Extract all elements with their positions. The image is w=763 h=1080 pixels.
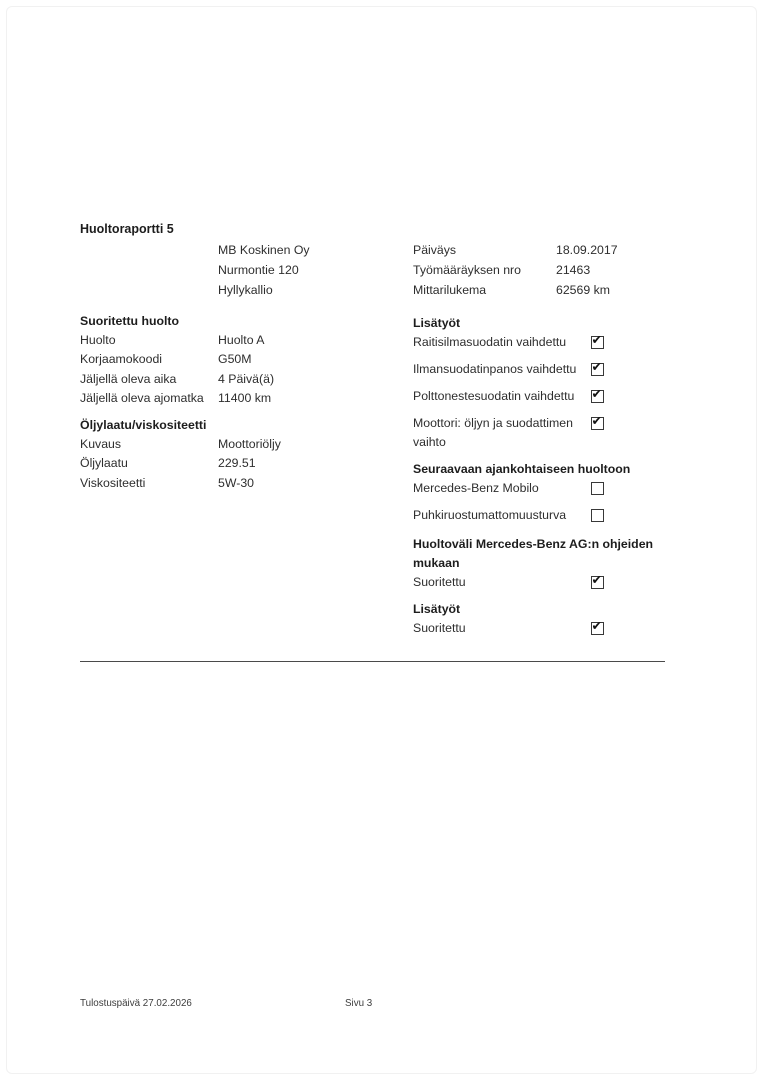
field-row: [80, 350, 410, 369]
field-value: 62569 km: [556, 283, 611, 297]
checkbox-label: Mercedes-Benz Mobilo: [413, 481, 539, 495]
checkbox[interactable]: [591, 358, 604, 376]
workshop-name: MB Koskinen Oy: [218, 243, 310, 257]
checkbox-row: [413, 479, 663, 498]
field-label: Kuvaus: [80, 437, 122, 451]
field-label: Öljylaatu: [80, 456, 128, 471]
section-title: Seuraavaan ajankohtaiseen huoltoon: [413, 462, 631, 476]
section-title: Suoritettu huolto: [80, 314, 180, 328]
checkbox-label: Puhkiruostumattomuusturva: [413, 508, 567, 522]
checkmark-icon: ✔: [591, 617, 602, 633]
field-value: 5W-30: [218, 475, 254, 490]
checkbox-row: [413, 360, 663, 379]
checkbox-label: Ilmansuodatinpanos vaihdettu: [413, 362, 577, 376]
separator-line: [80, 661, 665, 662]
right-column: [413, 314, 663, 646]
checkbox-row: [413, 506, 663, 525]
field-value: 4 Päivä(ä): [218, 371, 275, 386]
field-label: Korjaamokoodi: [80, 352, 163, 367]
field-label: Jäljellä oleva aika: [80, 371, 177, 386]
section-title: Öljylaatu/viskositeetti: [80, 418, 207, 432]
checkbox-label: Moottori: öljyn ja suodattimen vaihto: [413, 416, 573, 449]
field-value: 18.09.2017: [556, 243, 618, 257]
page-number: Sivu 3: [345, 998, 373, 1009]
checkbox-label: Polttonestesuodatin vaihdettu: [413, 389, 575, 403]
section-performed-service: [80, 312, 410, 408]
field-value: 11400 km: [218, 390, 272, 405]
field-value: Huolto A: [218, 333, 265, 347]
checkbox[interactable]: [591, 385, 604, 403]
checkbox[interactable]: [591, 617, 604, 635]
section-title: Lisätyöt: [413, 316, 461, 330]
checkbox-label: Suoritettu: [413, 621, 466, 635]
meta-row-workorder: [413, 260, 618, 280]
checkmark-icon: ✔: [591, 385, 602, 401]
meta-row-date: [413, 240, 618, 260]
checkbox[interactable]: [591, 331, 604, 349]
checkmark-icon: ✔: [591, 412, 602, 428]
checkbox[interactable]: [591, 412, 604, 430]
checkbox-label: Raitisilmasuodatin vaihdettu: [413, 335, 567, 349]
section-additional-work-2: [413, 600, 663, 638]
section-next-service: [413, 460, 663, 525]
report-title: Huoltoraportti 5: [80, 222, 174, 236]
checkbox-row: [413, 573, 663, 592]
section-additional-work: [413, 314, 663, 452]
print-date: Tulostuspäivä 27.02.2026: [80, 998, 192, 1009]
checkmark-icon: ✔: [591, 331, 602, 347]
checkbox-row: [413, 333, 663, 352]
field-value: 229.51: [218, 456, 256, 471]
checkmark-icon: ✔: [591, 571, 602, 587]
field-row: [80, 454, 410, 473]
field-value: G50M: [218, 352, 252, 367]
section-title: Huoltoväli Mercedes-Benz AG:n ohjeiden mukaan: [413, 537, 654, 570]
field-label: Mittarilukema: [413, 283, 487, 297]
field-label: Jäljellä oleva ajomatka: [80, 390, 204, 405]
section-service-interval: [413, 535, 663, 592]
field-label: Päiväys: [413, 243, 457, 257]
field-value: Moottoriöljy: [218, 437, 281, 451]
report-meta-block: [413, 240, 618, 300]
workshop-street: Nurmontie 120: [218, 263, 299, 277]
field-row: [80, 474, 410, 493]
field-row: [80, 435, 410, 454]
checkbox-label: Suoritettu: [413, 575, 466, 589]
checkbox[interactable]: [591, 482, 604, 495]
workshop-city: Hyllykallio: [218, 283, 273, 297]
checkmark-icon: ✔: [591, 358, 602, 374]
checkbox[interactable]: [591, 509, 604, 522]
checkbox-row: [413, 619, 663, 638]
section-oil-grade: [80, 416, 410, 493]
meta-row-odometer: [413, 280, 618, 300]
field-value: 21463: [556, 263, 591, 277]
checkbox[interactable]: [591, 571, 604, 589]
field-label: Työmääräyksen nro: [413, 263, 521, 277]
section-title: Lisätyöt: [413, 602, 461, 616]
workshop-address-block: [218, 240, 310, 300]
checkbox-row: [413, 387, 663, 406]
checkbox-row: [413, 414, 663, 452]
field-row: [80, 389, 410, 408]
field-label: Viskositeetti: [80, 475, 146, 490]
field-row: [80, 331, 410, 350]
field-label: Huolto: [80, 333, 116, 347]
field-row: [80, 370, 410, 389]
